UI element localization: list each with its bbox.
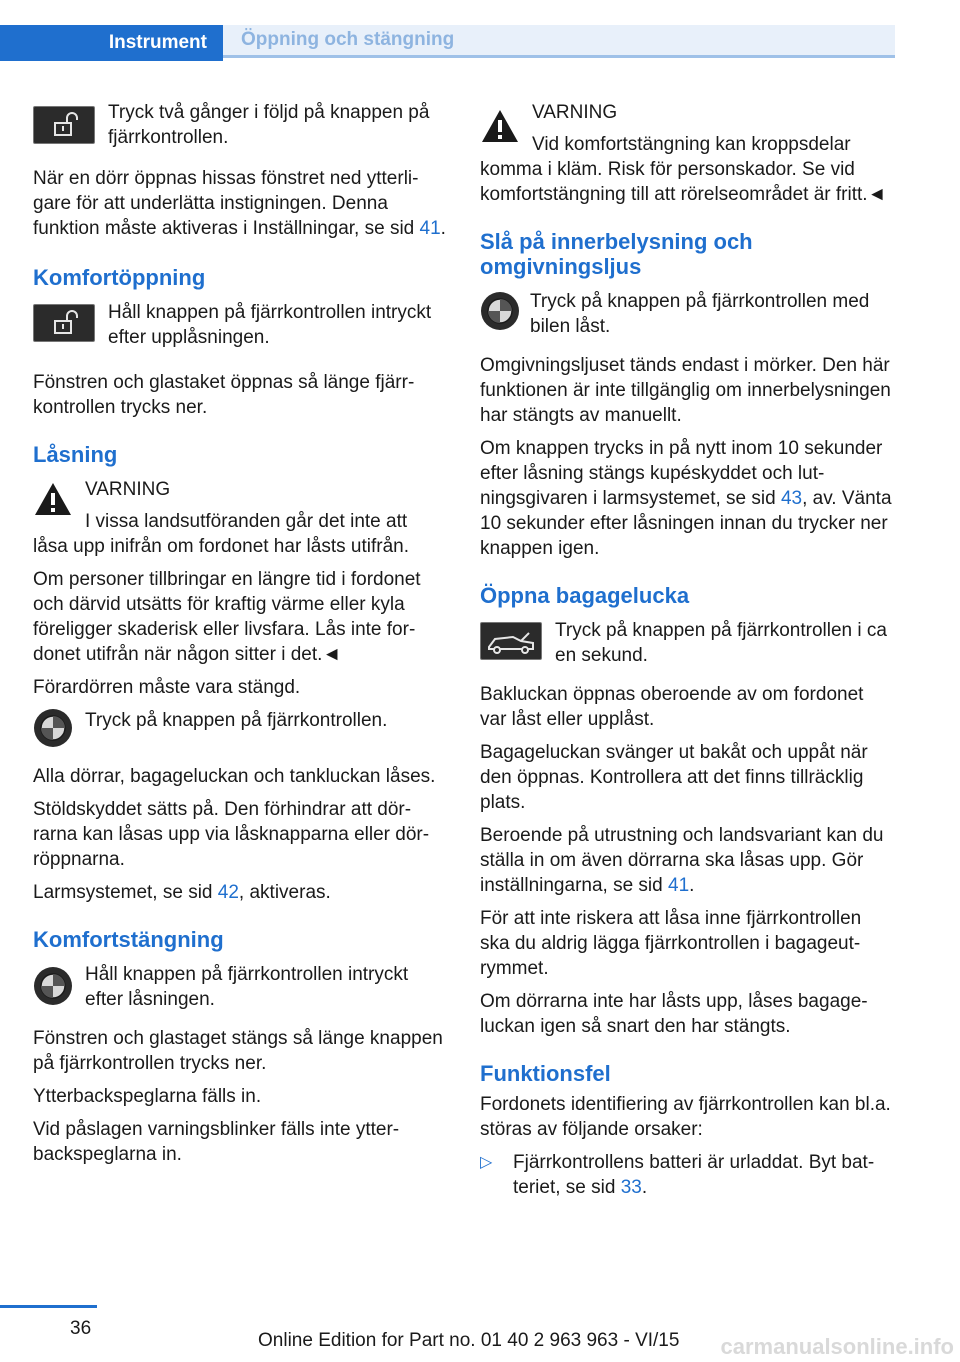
warning-icon [33, 481, 73, 522]
fault-bullet-item [480, 1150, 895, 1200]
komfort-open-paragraph: Fönstren och glastaket öppnas så länge fjärrkontrollen trycks ner. [33, 372, 415, 418]
warning-komfortstangning [480, 100, 895, 207]
unlock-key-icon [33, 304, 95, 342]
double-press-text: Tryck två gånger i följd på knappen på fjärrkontrollen. [108, 102, 430, 148]
header-tabs [0, 25, 895, 61]
page-link[interactable]: 43 [780, 488, 803, 509]
trunk-press-row [480, 618, 895, 668]
warning-lasning [33, 477, 448, 559]
lasning-paragraph-5 [33, 880, 448, 905]
trunk-press-text: Tryck på knappen på fjärrkontrollen i ca en sekund. [555, 620, 887, 666]
warning-title: VARNING [532, 102, 618, 123]
warning-line: Vid komfortstängning kan kroppsdelar [532, 134, 851, 155]
lasning-press-row [33, 708, 448, 754]
lasning-paragraph-3: Alla dörrar, bagageluckan och tankluckan låses. [33, 766, 436, 787]
komfort-close-paragraph-3: Vid påslagen varningsblinker fälls inte ytterbackspeglarna in. [33, 1119, 400, 1165]
left-column [33, 100, 448, 1175]
komfort-close-paragraph-2: Ytterbackspeglarna fälls in. [33, 1086, 262, 1107]
warning-text: låsa upp inifrån om fordonet har låsts utifrån. [33, 536, 409, 557]
lasning-paragraph-4: Stöldskyddet sätts på. Den förhindrar att dörrarna kan låsas upp via låsknapparna eller dörröppnarna. [33, 799, 430, 870]
trunk-paragraph-2: Bagageluckan svänger ut bakåt och uppåt när den öppnas. Kontrollera att det finns tillräcklig plats. [480, 742, 868, 813]
bmw-key-icon [480, 291, 520, 336]
heading-bagagelucka: Öppna bagagelucka [480, 583, 690, 608]
trunk-paragraph-1: Bakluckan öppnas oberoende av om fordonet var låst eller upplåst. [480, 684, 864, 730]
tab-instrument[interactable]: Instrument [0, 25, 223, 61]
trunk-paragraph-4: För att inte riskera att låsa inne fjärrkontrollen ska du aldrig lägga fjärrkontrollen i bagageutrymmet. [480, 908, 862, 979]
komfort-close-row [33, 962, 448, 1012]
lasning-paragraph-1: Om personer tillbringar en längre tid i fordonet och därvid utsätts för kraftig värme eller kyla föreligger skaderisk eller livsfara. Lås inte fordonet utifrån när någon sitter i det.◄ [33, 569, 421, 665]
page-link[interactable]: 41 [668, 875, 690, 896]
warning-icon [480, 108, 520, 149]
lasning-paragraph-2: Förardörren måste vara stängd. [33, 677, 301, 698]
window-lower-paragraph [33, 166, 448, 241]
tab-opening-closing[interactable]: Öppning och stängning [223, 25, 895, 58]
fault-paragraph-1: Fordonets identifiering av fjärrkontrollen kan bl.a. störas av följande orsaker: [480, 1094, 891, 1140]
komfort-open-text: Håll knappen på fjärrkontrollen intryckt efter upplåsningen. [108, 302, 432, 348]
text: . [689, 875, 695, 896]
heading-innerbelysning: Slå på innerbelysning och omgivningsljus [480, 229, 753, 279]
heading-komfortoppning: Komfortöppning [33, 265, 206, 290]
text: Larmsystemet, se sid [33, 882, 218, 903]
page-link[interactable]: 42 [217, 882, 239, 903]
light-press-text: Tryck på knappen på fjärrkontrollen med bilen låst. [530, 291, 870, 337]
right-column [480, 100, 895, 1200]
page-link[interactable]: 41 [419, 218, 441, 239]
text: . [641, 1177, 648, 1198]
text: , aktiveras. [238, 882, 331, 903]
komfort-close-text: Håll knappen på fjärrkontrollen intryckt efter låsningen. [85, 964, 409, 1010]
footer-rule [0, 1305, 97, 1308]
text: Om knappen trycks in på nytt inom 10 sekunder efter låsning stängs kupéskyddet och lutningsgivaren i larmsystemet, se sid [480, 438, 883, 509]
text: Fjärrkontrollens batteri är urladdat. Byt batteriet, se sid [513, 1152, 875, 1198]
trunk-paragraph-5: Om dörrarna inte har låsts upp, låses bagageluckan igen så snart den har stängts. [480, 991, 868, 1037]
light-paragraph-2 [480, 436, 895, 561]
text: . [440, 218, 446, 239]
car-trunk-icon [480, 622, 542, 660]
unlock-key-icon [33, 106, 95, 144]
trunk-paragraph-3 [480, 823, 895, 898]
heading-funktionsfel: Funktionsfel [480, 1061, 611, 1086]
heading-lasning: Låsning [33, 442, 118, 467]
text: , av. Vänta 10 sekunder efter låsningen innan du trycker ner knappen igen. [480, 488, 892, 559]
warning-line: I vissa landsutföranden går det inte att [85, 511, 408, 532]
lasning-press-text: Tryck på knappen på fjärrkontrollen. [85, 710, 388, 731]
heading-komfortstangning: Komfortstängning [33, 927, 224, 952]
light-press-row [480, 289, 895, 339]
bmw-key-icon [33, 966, 73, 1011]
text: När en dörr öppnas hissas fönstret ned ytterligare för att underlätta instigningen. Denna funktion måste aktiveras i Inställningar, se sid [33, 168, 420, 239]
bmw-key-icon [33, 708, 73, 753]
double-press-row [33, 100, 448, 156]
bullet-marker: ▷ [480, 1154, 493, 1171]
komfort-close-paragraph-1: Fönstren och glastaget stängs så länge knappen på fjärrkontrollen trycks ner. [33, 1028, 443, 1074]
page-link[interactable]: 33 [620, 1177, 642, 1198]
light-paragraph-1: Omgivningsljuset tänds endast i mörker. Den här funktionen är inte tillgänglig om innerbelysningen har stängts av manuellt. [480, 355, 891, 426]
watermark: carmanualsonline.info [720, 1334, 954, 1359]
warning-text: komma i kläm. Risk för personskador. Se vid komfortstängning till att rörelseområdet är fritt.◄ [480, 159, 887, 205]
page-number: 36 [70, 1318, 92, 1339]
edition-text: Online Edition for Part no. 01 40 2 963 963 - VI/15 [258, 1330, 680, 1351]
komfort-open-row [33, 300, 448, 356]
text: Beroende på utrustning och landsvariant kan du ställa in om även dörrarna ska låsas upp. Gör inställningarna, se sid [480, 825, 884, 896]
warning-title: VARNING [85, 479, 171, 500]
